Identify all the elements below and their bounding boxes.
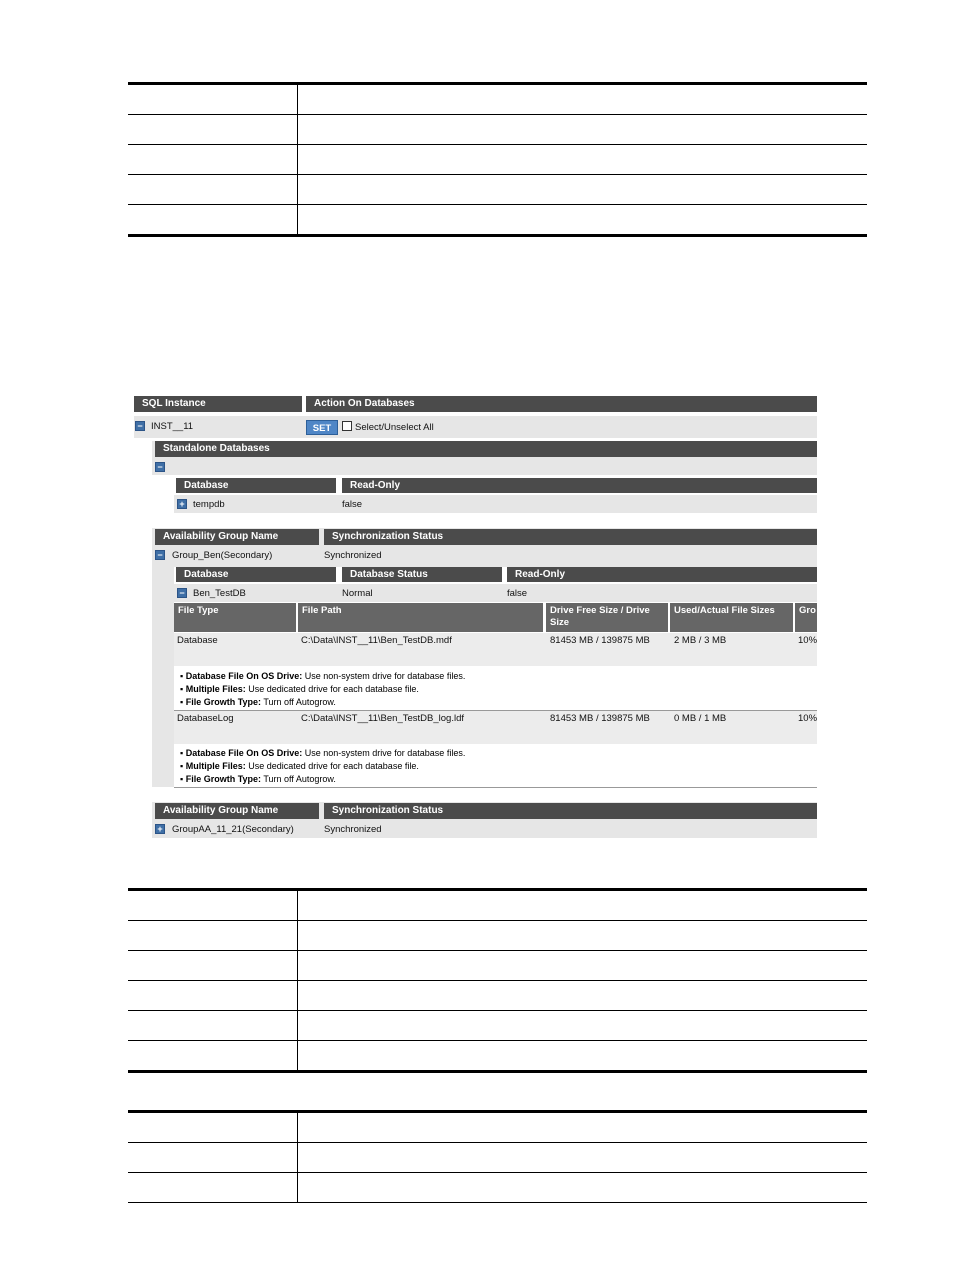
- minus-icon[interactable]: −: [177, 588, 187, 598]
- recommendation-item: ▪ Database File On OS Drive: Use non-system drive for database files.: [180, 748, 466, 758]
- instance-row: [134, 416, 817, 438]
- doc-table-top: [128, 82, 867, 237]
- ag-name: GroupAA_11_21(Secondary): [172, 824, 294, 835]
- doc-table-middle: [128, 888, 867, 1073]
- cell: [128, 1173, 298, 1203]
- database-status: Normal: [342, 588, 373, 599]
- cell: [128, 951, 298, 981]
- recommendation-item: ▪ Multiple Files: Use dedicated drive for each database file.: [180, 684, 419, 694]
- recommendation-item: ▪ Multiple Files: Use dedicated drive for each database file.: [180, 761, 419, 771]
- cell: [298, 921, 868, 951]
- cell: [128, 205, 298, 236]
- file-type: DatabaseLog: [177, 713, 234, 724]
- ag-sync-status: Synchronized: [324, 824, 382, 835]
- rec-key: File Growth Type:: [185, 774, 262, 784]
- file-sizes: 2 MB / 3 MB: [674, 635, 727, 646]
- minus-icon[interactable]: −: [155, 462, 165, 472]
- cell: [298, 1143, 868, 1173]
- rec-key: Multiple Files:: [185, 761, 246, 771]
- file-type: Database: [177, 635, 218, 646]
- column-header-file-sizes: Used/Actual File Sizes: [670, 603, 793, 632]
- cell: [128, 1112, 298, 1143]
- ag-sync-status: Synchronized: [324, 550, 382, 561]
- cell: [298, 145, 868, 175]
- divider: [174, 787, 817, 788]
- cell: [298, 1041, 868, 1072]
- cell: [128, 84, 298, 115]
- column-header-sync-status: Synchronization Status: [324, 529, 817, 545]
- cell: [298, 205, 868, 236]
- database-name: tempdb: [193, 499, 225, 510]
- select-all-label: Select/Unselect All: [355, 422, 434, 433]
- cell: [298, 1011, 868, 1041]
- cell: [298, 1112, 868, 1143]
- column-header-file-path: File Path: [298, 603, 543, 632]
- cell: [128, 1041, 298, 1072]
- recommendation-item: ▪ Database File On OS Drive: Use non-system drive for database files.: [180, 671, 466, 681]
- column-header-readonly: Read-Only: [507, 567, 817, 582]
- rec-value: Use non-system drive for database files.: [302, 748, 466, 758]
- cell: [128, 890, 298, 921]
- cell: [298, 175, 868, 205]
- cell: [298, 115, 868, 145]
- cell: [298, 84, 868, 115]
- column-header-database: Database: [176, 567, 336, 582]
- column-header-growth: Gro: [795, 603, 817, 632]
- standalone-header: Standalone Databases: [155, 441, 817, 457]
- tempdb-row: [174, 495, 817, 513]
- drive-size: 81453 MB / 139875 MB: [550, 635, 650, 646]
- cell: [298, 981, 868, 1011]
- drive-size: 81453 MB / 139875 MB: [550, 713, 650, 724]
- column-header-database: Database: [176, 478, 336, 493]
- database-readonly: false: [507, 588, 528, 599]
- instance-name: INST__11: [151, 421, 194, 432]
- rec-value: Use dedicated drive for each database file.: [245, 761, 419, 771]
- column-header-ag-name: Availability Group Name: [155, 803, 319, 819]
- column-header-drive-size: Drive Free Size / Drive Size: [546, 603, 668, 632]
- growth: 10%: [798, 713, 818, 724]
- cell: [128, 1143, 298, 1173]
- column-header-db-status: Database Status: [342, 567, 502, 582]
- rec-value: Turn off Autogrow.: [261, 774, 336, 784]
- cell: [128, 145, 298, 175]
- database-name: Ben_TestDB: [193, 588, 246, 599]
- cell: [298, 890, 868, 921]
- cell: [128, 921, 298, 951]
- select-all-checkbox[interactable]: [342, 421, 352, 431]
- column-header-readonly: Read-Only: [342, 478, 817, 493]
- cell: [128, 981, 298, 1011]
- set-button[interactable]: SET: [306, 420, 338, 435]
- minus-icon[interactable]: −: [155, 550, 165, 560]
- cell: [298, 1173, 868, 1203]
- cell: [298, 951, 868, 981]
- cell: [128, 1011, 298, 1041]
- column-header-ag-name: Availability Group Name: [155, 529, 319, 545]
- column-header-sql-instance: SQL Instance: [134, 396, 302, 412]
- rec-key: Multiple Files:: [185, 684, 246, 694]
- file-path: C:\Data\INST__11\Ben_TestDB.mdf: [301, 635, 452, 646]
- column-header-sync-status: Synchronization Status: [324, 803, 817, 819]
- ag-name: Group_Ben(Secondary): [172, 550, 273, 561]
- ben-testdb-row: [174, 584, 817, 602]
- growth: 10%: [798, 635, 818, 646]
- database-readonly: false: [342, 499, 363, 510]
- doc-table-bottom: [128, 1110, 867, 1203]
- column-header-action: Action On Databases: [306, 396, 817, 412]
- column-header-file-type: File Type: [174, 603, 296, 632]
- plus-icon[interactable]: +: [155, 824, 165, 834]
- recommendation-item: ▪ File Growth Type: Turn off Autogrow.: [180, 697, 336, 707]
- cell: [128, 115, 298, 145]
- rec-value: Use dedicated drive for each database file.: [245, 684, 419, 694]
- rec-key: File Growth Type:: [185, 697, 262, 707]
- rec-value: Use non-system drive for database files.: [302, 671, 466, 681]
- recommendation-item: ▪ File Growth Type: Turn off Autogrow.: [180, 774, 336, 784]
- minus-icon[interactable]: −: [135, 421, 145, 431]
- file-sizes: 0 MB / 1 MB: [674, 713, 727, 724]
- rec-value: Turn off Autogrow.: [261, 697, 336, 707]
- plus-icon[interactable]: +: [177, 499, 187, 509]
- rec-key: Database File On OS Drive:: [185, 748, 303, 758]
- rec-key: Database File On OS Drive:: [185, 671, 303, 681]
- file-path: C:\Data\INST__11\Ben_TestDB_log.ldf: [301, 713, 464, 724]
- cell: [128, 175, 298, 205]
